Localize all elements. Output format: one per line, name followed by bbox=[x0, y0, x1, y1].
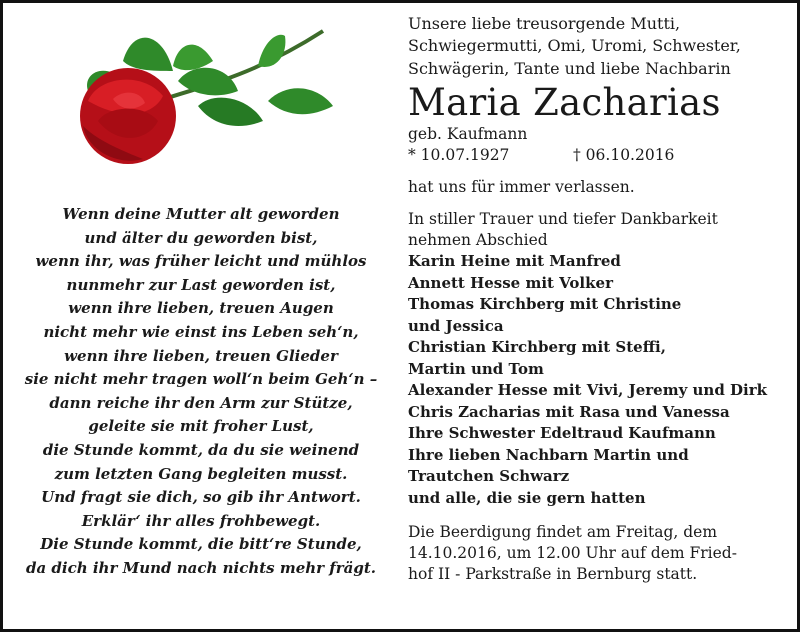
mourners-list bbox=[408, 251, 793, 509]
poem-line: Wenn deine Mutter alt geworden bbox=[62, 205, 340, 223]
poem-line: wenn ihre lieben, treuen Augen bbox=[68, 299, 334, 318]
mourner-line: Ihre Schwester Edeltraud Kaufmann bbox=[408, 424, 716, 443]
birth-date: * 10.07.1927 bbox=[408, 146, 510, 165]
death-date: † 06.10.2016 bbox=[573, 146, 675, 165]
poem-line: und älter du geworden bist, bbox=[84, 228, 318, 247]
mourner-line: Thomas Kirchberg mit Christine bbox=[408, 295, 682, 314]
mourner-line: und Jessica bbox=[408, 316, 504, 335]
poem-line: da dich ihr Mund nach nichts mehr frägt. bbox=[25, 558, 377, 577]
poem-line: Die Stunde kommt, die bitt‘re Stunde, bbox=[40, 535, 362, 554]
intro-line: Schwiegermutti, Omi, Uromi, Schwester, bbox=[408, 36, 741, 56]
poem-line: wenn ihr, was früher leicht und mühlos bbox=[35, 252, 367, 271]
funeral-info bbox=[408, 522, 793, 585]
poem-line: die Stunde kommt, da du sie weinend bbox=[42, 440, 360, 459]
poem bbox=[9, 203, 393, 581]
poem-line: Und fragt sie dich, so gib ihr Antwort. bbox=[41, 488, 361, 507]
mourner-line: Chris Zacharias mit Rasa und Vanessa bbox=[408, 402, 730, 421]
mourning-text bbox=[408, 209, 793, 251]
intro bbox=[408, 13, 793, 80]
poem-line: zum letzten Gang begleiten musst. bbox=[54, 464, 348, 483]
poem-line: nicht mehr wie einst ins Leben seh‘n, bbox=[43, 322, 359, 341]
mourner-line: und alle, die sie gern hatten bbox=[408, 488, 646, 507]
mourning-line: nehmen Abschied bbox=[408, 231, 548, 250]
obituary-text bbox=[408, 13, 793, 585]
mourner-line: Alexander Hesse mit Vivi, Jeremy und Dirk bbox=[408, 381, 768, 400]
mourner-line: Annett Hesse mit Volker bbox=[408, 273, 613, 292]
deceased-name: Maria Zacharias bbox=[408, 81, 721, 125]
intro-line: Unsere liebe treusorgende Mutti, bbox=[408, 14, 681, 33]
poem-line: sie nicht mehr tragen woll‘n beim Geh‘n – bbox=[24, 370, 378, 389]
poem-line: geleite sie mit froher Lust, bbox=[88, 417, 314, 436]
mourner-line: Christian Kirchberg mit Steffi, bbox=[408, 338, 666, 357]
poem-line: wenn ihre lieben, treuen Glieder bbox=[64, 346, 338, 365]
mourning-line: In stiller Trauer und tiefer Dankbarkeit bbox=[408, 210, 718, 229]
funeral-line: hof II - Parkstraße in Bernburg statt. bbox=[408, 565, 698, 584]
life-dates bbox=[408, 145, 793, 166]
funeral-line: 14.10.2016, um 12.00 Uhr auf dem Fried- bbox=[408, 544, 737, 563]
poem-line: nunmehr zur Last geworden ist, bbox=[66, 275, 336, 294]
poem-line: dann reiche ihr den Arm zur Stütze, bbox=[49, 393, 353, 412]
maiden-name: geb. Kaufmann bbox=[408, 125, 528, 144]
mourner-line: Ihre lieben Nachbarn Martin und bbox=[408, 445, 689, 464]
mourner-line: Karin Heine mit Manfred bbox=[408, 252, 621, 271]
left-us-text: hat uns für immer verlassen. bbox=[408, 178, 635, 197]
intro-line: Schwägerin, Tante und liebe Nachbarin bbox=[408, 58, 731, 78]
poem-line: Erklär‘ ihr alles frohbewegt. bbox=[81, 511, 321, 530]
mourner-line: Trautchen Schwarz bbox=[408, 467, 570, 486]
funeral-line: Die Beerdigung findet am Freitag, dem bbox=[408, 523, 718, 542]
red-rose-icon bbox=[63, 21, 353, 171]
mourner-line: Martin und Tom bbox=[408, 359, 544, 378]
